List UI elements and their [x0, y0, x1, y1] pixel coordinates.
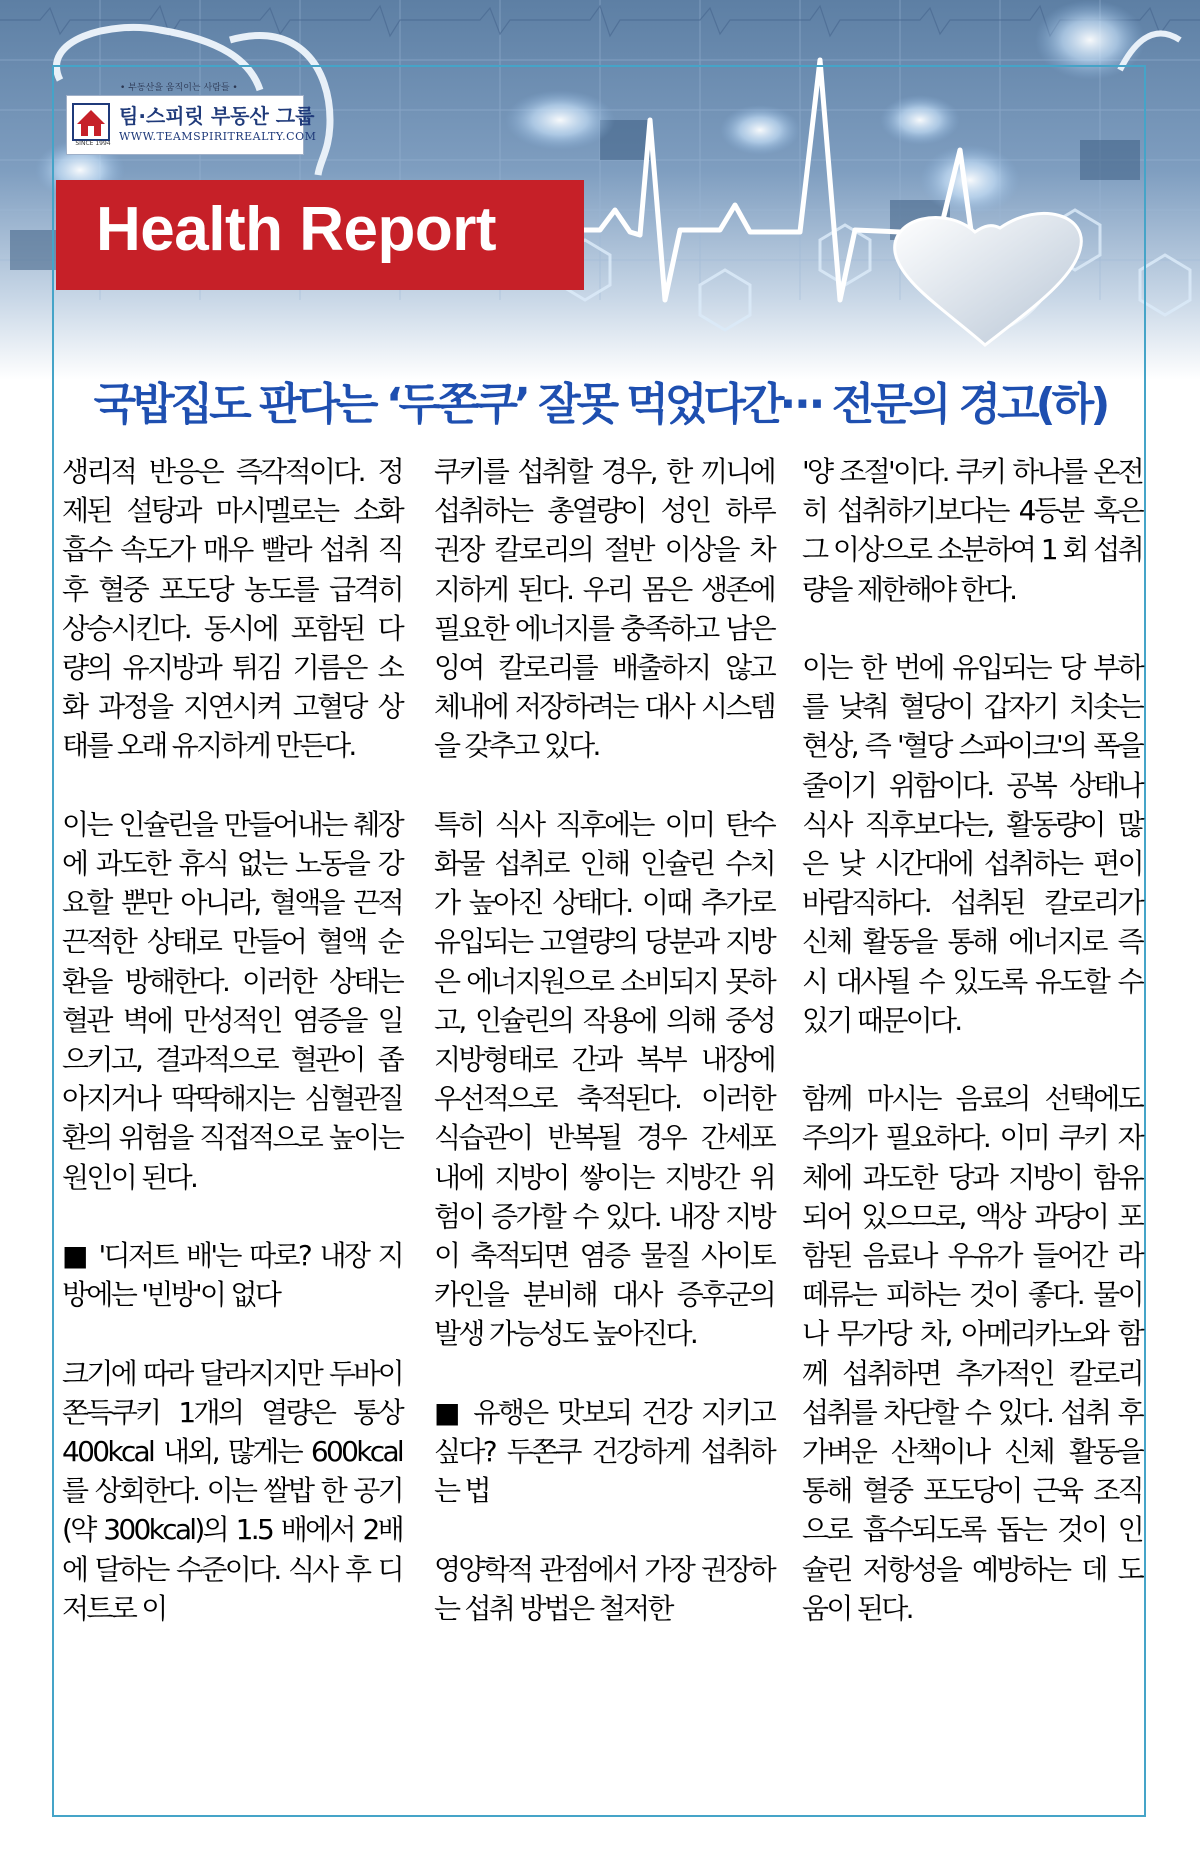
section-title-box	[56, 180, 584, 290]
article-paragraph: '양 조절'이다. 쿠키 하나를 온전히 섭취하기보다는 4등분 혹은 그 이상으로 소분하여 1 회 섭취량을 제한해야 한다.	[802, 455, 1142, 606]
logo-company-name: 팀·스피릿 부동산 그룹	[119, 104, 315, 128]
logo-since: SINCE 1994	[75, 140, 111, 147]
article-paragraph: 생리적 반응은 즉각적이다. 정제된 설탕과 마시멜로는 소화 흡수 속도가 매우 빨라 섭취 직후 혈중 포도당 농도를 급격히 상승시킨다. 동시에 포함된 다량의 유지방과 튀김 기름은 소화 과정을 지연시켜 고혈당 상태를 오래 유지하게 만든다.	[62, 455, 402, 763]
article-paragraph: 크기에 따라 달라지지만 두바이 쫀득쿠키 1개의 열량은 통상 400kcal 내외, 많게는 600kcal를 상회한다. 이는 쌀밥 한 공기(약 300kcal)의 1.5 배에서 2배에 달하는 수준이다. 식사 후 디저트로 이	[62, 1356, 402, 1625]
header-banner	[0, 0, 1200, 380]
article-subheading: ■ 유행은 맛보되 건강 지키고 싶다? 두쫀쿠 건강하게 섭취하는 법	[434, 1395, 774, 1508]
section-title: Health Report	[96, 195, 496, 264]
article-paragraph: 이는 한 번에 유입되는 당 부하를 낮춰 혈당이 갑자기 치솟는 현상, 즉 '혈당 스파이크'의 폭을 줄이기 위함이다. 공복 상태나 식사 직후보다는, 활동량이 많은 낮 시간대에 섭취하는 편이 바람직하다. 섭취된 칼로리가 신체 활동을 통해 에너지로 즉시 대사될 수 있도록 유도할 수 있기 때문이다.	[802, 651, 1142, 1037]
article-headline: 국밥집도 판다는 ‘두쫀쿠’ 잘못 먹었다간⋯ 전문의 경고(하)	[93, 379, 1107, 430]
article-column-2	[434, 452, 774, 1628]
logo-tagline: • 부동산을 움직이는 사람들 •	[120, 83, 238, 93]
article-column-3	[802, 452, 1142, 1628]
article-paragraph: 특히 식사 직후에는 이미 탄수화물 섭취로 인해 인슐린 수치가 높아진 상태다. 이때 추가로 유입되는 고열량의 당분과 지방은 에너지원으로 소비되지 못하고, 인슐린의 작용에 의해 중성지방형태로 간과 복부 내장에 우선적으로 축적된다. 이러한 식습관이 반복될 경우 간세포 내에 지방이 쌓이는 지방간 위험이 증가할 수 있다. 내장 지방이 축적되면 염증 물질 사이토카인을 분비해 대사 증후군의 발생 가능성도 높아진다.	[434, 807, 774, 1351]
article-paragraph: 쿠키를 섭취할 경우, 한 끼니에 섭취하는 총열량이 성인 하루 권장 칼로리의 절반 이상을 차지하게 된다. 우리 몸은 생존에 필요한 에너지를 충족하고 남은 잉여 칼로리를 배출하지 않고 체내에 저장하려는 대사 시스템을 갖추고 있다.	[434, 455, 774, 763]
logo-house-icon	[71, 102, 111, 146]
article-paragraph: 함께 마시는 음료의 선택에도 주의가 필요하다. 이미 쿠키 자체에 과도한 당과 지방이 함유되어 있으므로, 액상 과당이 포함된 음료나 우유가 들어간 라떼류는 피하는 것이 좋다. 물이나 무가당 차, 아메리카노와 함께 섭취하면 추가적인 칼로리 섭취를 차단할 수 있다. 섭취 후 가벼운 산책이나 신체 활동을 통해 혈중 포도당이 근육 조직으로 흡수되도록 돕는 것이 인슐린 저항성을 예방하는 데 도움이 된다.	[802, 1082, 1142, 1625]
article-subheading: ■ '디저트 배'는 따로? 내장 지방에는 '빈방'이 없다	[62, 1239, 402, 1312]
article-paragraph: 이는 인슐린을 만들어내는 췌장에 과도한 휴식 없는 노동을 강요할 뿐만 아니라, 혈액을 끈적끈적한 상태로 만들어 혈액 순환을 방해한다. 이러한 상태는 혈관 벽에 만성적인 염증을 일으키고, 결과적으로 혈관이 좁아지거나 딱딱해지는 심혈관질환의 위험을 직접적으로 높이는 원인이 된다.	[62, 807, 402, 1194]
article-column-1	[62, 452, 402, 1628]
article-paragraph: 영양학적 관점에서 가장 권장하는 섭취 방법은 철저한	[434, 1552, 774, 1625]
company-logo[interactable]	[66, 95, 317, 155]
logo-website-url[interactable]: WWW.TEAMSPIRITREALTY.COM	[119, 130, 317, 143]
